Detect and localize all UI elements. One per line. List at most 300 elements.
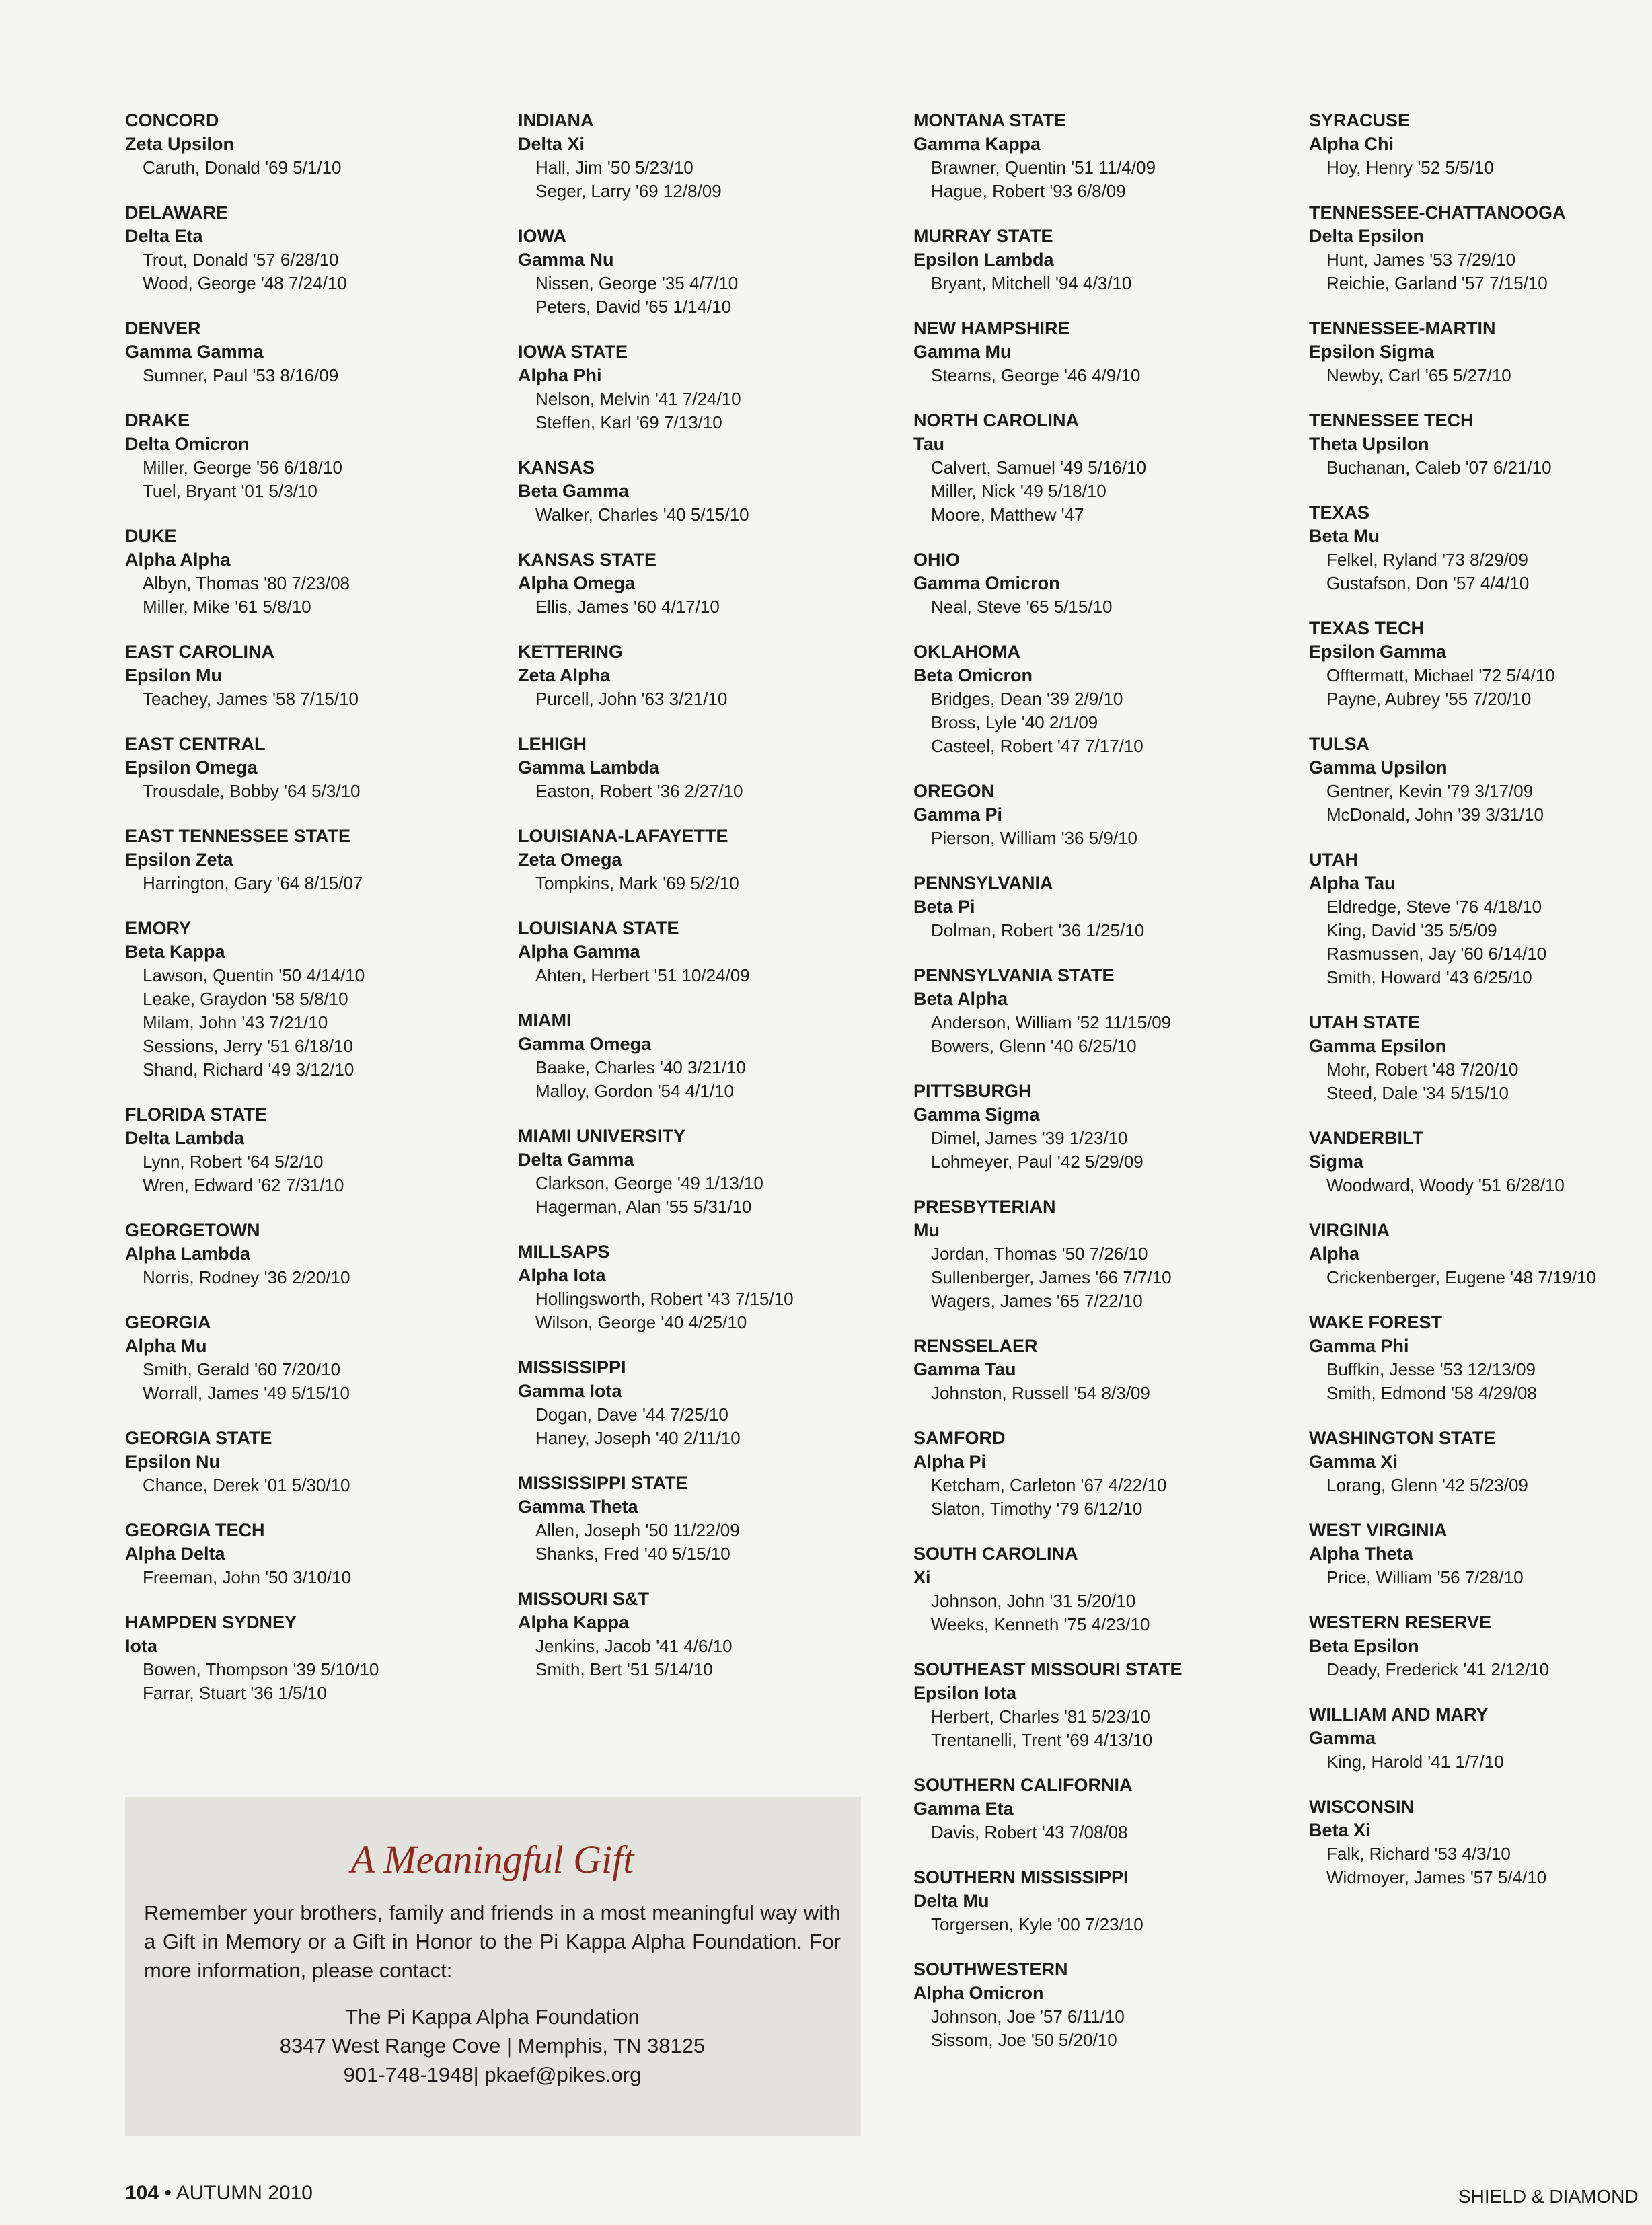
chapter-name: Alpha Gamma — [518, 942, 640, 962]
chapter-entry — [1309, 201, 1652, 295]
member-entry: Johnston, Russell '54 8/3/09 — [931, 1383, 1150, 1403]
member-entry: Anderson, William '52 11/15/09 — [931, 1012, 1172, 1032]
chapter-name: Delta Lambda — [125, 1128, 245, 1148]
member-entry: Gentner, Kevin '79 3/17/09 — [1326, 781, 1534, 801]
member-entry: Bowers, Glenn '40 6/25/10 — [931, 1036, 1137, 1056]
school-name: SOUTHERN MISSISSIPPI — [913, 1867, 1129, 1887]
member-entry: Trousdale, Bobby '64 5/3/10 — [143, 781, 361, 801]
school-name: UTAH STATE — [1309, 1012, 1420, 1032]
foundation-contact: 901-748-1948| pkaef@pikes.org — [343, 2063, 642, 2086]
school-name: SOUTHERN CALIFORNIA — [913, 1775, 1133, 1795]
footer-separator: • — [159, 2182, 176, 2204]
school-name: LEHIGH — [518, 734, 587, 754]
school-name: GEORGIA STATE — [125, 1428, 272, 1448]
chapter-name: Gamma Xi — [1309, 1451, 1398, 1472]
chapter-entry — [1309, 109, 1652, 180]
school-name: EAST CENTRAL — [125, 734, 266, 754]
chapter-name: Epsilon Mu — [125, 665, 222, 685]
member-entry: Smith, Edmond '58 4/29/08 — [1326, 1383, 1537, 1403]
chapter-entry — [518, 225, 895, 319]
member-entry: Wood, George '48 7/24/10 — [143, 273, 347, 293]
chapter-entry — [913, 780, 1290, 850]
chapter-entry — [518, 1472, 895, 1566]
chapter-entry — [1309, 848, 1652, 989]
chapter-entry — [913, 1080, 1290, 1174]
chapter-entry — [125, 1519, 502, 1589]
chapter-name: Epsilon Gamma — [1309, 642, 1447, 662]
chapter-name: Beta Kappa — [125, 942, 225, 962]
chapter-entry — [913, 548, 1290, 619]
chapter-name: Zeta Alpha — [518, 665, 611, 685]
school-name: RENSSELAER — [913, 1336, 1038, 1356]
member-entry: Shand, Richard '49 3/12/10 — [143, 1059, 354, 1080]
school-name: EMORY — [125, 918, 192, 938]
chapter-name: Tau — [913, 434, 944, 454]
school-name: LOUISIANA-LAFAYETTE — [518, 826, 728, 846]
footer-page-info — [125, 2182, 313, 2205]
column-4 — [1309, 109, 1652, 1911]
chapter-name: Delta Omicron — [125, 434, 250, 454]
chapter-entry — [125, 1611, 502, 1705]
member-entry: Chance, Derek '01 5/30/10 — [143, 1475, 350, 1495]
school-name: MIAMI UNIVERSITY — [518, 1126, 686, 1146]
member-entry: Neal, Steve '65 5/15/10 — [931, 597, 1113, 617]
school-name: KANSAS STATE — [518, 550, 657, 570]
chapter-name: Epsilon Lambda — [913, 250, 1054, 270]
member-entry: Weeks, Kenneth '75 4/23/10 — [931, 1614, 1150, 1634]
member-entry: Allen, Joseph '50 11/22/09 — [535, 1520, 740, 1540]
member-entry: Dimel, James '39 1/23/10 — [931, 1128, 1128, 1148]
school-name: SAMFORD — [913, 1428, 1006, 1448]
school-name: TULSA — [1309, 734, 1369, 754]
chapter-name: Gamma Kappa — [913, 134, 1041, 154]
member-entry: Sissom, Joe '50 5/20/10 — [931, 2030, 1117, 2050]
school-name: MIAMI — [518, 1010, 572, 1030]
school-name: GEORGIA — [125, 1312, 211, 1332]
member-entry: Offtermatt, Michael '72 5/4/10 — [1326, 665, 1555, 685]
chapter-name: Epsilon Nu — [125, 1451, 220, 1472]
school-name: NORTH CAROLINA — [913, 410, 1079, 430]
school-name: SYRACUSE — [1309, 110, 1411, 130]
foundation-name: The Pi Kappa Alpha Foundation — [345, 2005, 640, 2029]
member-entry: Rasmussen, Jay '60 6/14/10 — [1326, 944, 1547, 964]
chapter-name: Alpha Alpha — [125, 550, 231, 570]
member-entry: Bross, Lyle '40 2/1/09 — [931, 712, 1098, 732]
chapter-entry — [913, 964, 1290, 1058]
member-entry: Trout, Donald '57 6/28/10 — [143, 250, 339, 270]
member-entry: Lohmeyer, Paul '42 5/29/09 — [931, 1152, 1143, 1172]
chapter-entry — [125, 640, 502, 711]
foundation-address: 8347 West Range Cove | Memphis, TN 38125 — [279, 2034, 706, 2058]
column-1 — [125, 109, 502, 1727]
chapter-entry — [913, 640, 1290, 758]
chapter-entry — [1309, 409, 1652, 480]
member-entry: Mohr, Robert '48 7/20/10 — [1326, 1059, 1519, 1080]
chapter-entry — [125, 1311, 502, 1405]
chapter-name: Beta Alpha — [913, 989, 1008, 1009]
chapter-entry — [518, 1240, 895, 1334]
member-entry: Hoy, Henry '52 5/5/10 — [1326, 157, 1494, 178]
chapter-name: Mu — [913, 1220, 940, 1240]
member-entry: Smith, Bert '51 5/14/10 — [535, 1659, 713, 1680]
member-entry: Seger, Larry '69 12/8/09 — [535, 181, 722, 201]
chapter-entry — [125, 825, 502, 895]
member-entry: Teachey, James '58 7/15/10 — [143, 689, 359, 709]
school-name: UTAH — [1309, 850, 1358, 870]
chapter-entry — [1309, 317, 1652, 387]
chapter-name: Zeta Omega — [518, 850, 622, 870]
member-entry: Deady, Frederick '41 2/12/10 — [1326, 1659, 1550, 1680]
member-entry: Buffkin, Jesse '53 12/13/09 — [1326, 1359, 1536, 1380]
chapter-name: Gamma Gamma — [125, 342, 264, 362]
member-entry: Hall, Jim '50 5/23/10 — [535, 157, 693, 178]
chapter-entry — [1309, 1311, 1652, 1405]
chapter-entry — [913, 317, 1290, 387]
member-entry: Miller, Mike '61 5/8/10 — [143, 597, 311, 617]
chapter-name: Alpha Theta — [1309, 1544, 1413, 1564]
chapter-name: Delta Xi — [518, 134, 585, 154]
chapter-name: Delta Mu — [913, 1891, 989, 1911]
member-entry: Miller, Nick '49 5/18/10 — [931, 481, 1106, 501]
school-name: FLORIDA STATE — [125, 1104, 267, 1125]
school-name: SOUTHEAST MISSOURI STATE — [913, 1659, 1182, 1680]
member-entry: Stearns, George '46 4/9/10 — [931, 365, 1141, 385]
member-entry: Eldredge, Steve '76 4/18/10 — [1326, 897, 1542, 917]
chapter-name: Alpha — [1309, 1244, 1360, 1264]
chapter-entry — [125, 109, 502, 180]
chapter-entry — [913, 1334, 1290, 1405]
chapter-name: Epsilon Zeta — [125, 850, 233, 870]
school-name: WAKE FOREST — [1309, 1312, 1443, 1332]
school-name: TENNESSEE-MARTIN — [1309, 318, 1496, 338]
school-name: PRESBYTERIAN — [913, 1197, 1056, 1217]
member-entry: Johnson, John '31 5/20/10 — [931, 1591, 1136, 1611]
member-entry: Johnson, Joe '57 6/11/10 — [931, 2006, 1125, 2027]
chapter-entry — [125, 409, 502, 503]
chapter-entry — [125, 732, 502, 803]
chapter-name: Gamma Sigma — [913, 1104, 1040, 1125]
chapter-entry — [1309, 1011, 1652, 1105]
chapter-entry — [913, 109, 1290, 203]
chapter-entry — [1309, 1427, 1652, 1497]
member-entry: Widmoyer, James '57 5/4/10 — [1326, 1867, 1547, 1887]
school-name: TEXAS TECH — [1309, 618, 1425, 638]
school-name: PENNSYLVANIA STATE — [913, 965, 1115, 985]
member-entry: Jenkins, Jacob '41 4/6/10 — [535, 1636, 733, 1656]
school-name: NEW HAMPSHIRE — [913, 318, 1070, 338]
gift-body: Remember your brothers, family and friends in a most meaningful way with a Gift in Memory or a Gift in Honor to the Pi Kappa Alpha Foundation. For more information, please contact: — [144, 1901, 841, 1982]
member-entry: Albyn, Thomas '80 7/23/08 — [143, 573, 350, 593]
member-entry: Smith, Gerald '60 7/20/10 — [143, 1359, 341, 1380]
member-entry: Davis, Robert '43 7/08/08 — [931, 1822, 1128, 1842]
chapter-name: Gamma Eta — [913, 1799, 1014, 1819]
chapter-name: Alpha Mu — [125, 1336, 207, 1356]
member-entry: Farrar, Stuart '36 1/5/10 — [143, 1683, 327, 1703]
gift-title: A Meaningful Gift — [350, 1838, 634, 1881]
chapter-name: Gamma Omega — [518, 1034, 652, 1054]
school-name: IOWA — [518, 226, 566, 246]
member-entry: Bowen, Thompson '39 5/10/10 — [143, 1659, 379, 1680]
member-entry: Wren, Edward '62 7/31/10 — [143, 1175, 344, 1195]
chapter-name: Alpha Pi — [913, 1451, 987, 1472]
chapter-name: Beta Omicron — [913, 665, 1033, 685]
chapter-entry — [518, 640, 895, 711]
member-entry: Reichie, Garland '57 7/15/10 — [1326, 273, 1548, 293]
member-entry: Smith, Howard '43 6/25/10 — [1326, 967, 1532, 987]
school-name: TENNESSEE TECH — [1309, 410, 1474, 430]
chapter-entry — [913, 1958, 1290, 2052]
chapter-name: Epsilon Sigma — [1309, 342, 1435, 362]
school-name: MILLSAPS — [518, 1242, 610, 1262]
member-entry: Harrington, Gary '64 8/15/07 — [143, 873, 363, 893]
member-entry: Felkel, Ryland '73 8/29/09 — [1326, 550, 1528, 570]
member-entry: Purcell, John '63 3/21/10 — [535, 689, 728, 709]
chapter-entry — [1309, 1795, 1652, 1889]
chapter-entry — [518, 109, 895, 203]
chapter-entry — [913, 409, 1290, 527]
member-entry: Lorang, Glenn '42 5/23/09 — [1326, 1475, 1528, 1495]
school-name: KETTERING — [518, 642, 624, 662]
chapter-name: Gamma — [1309, 1728, 1376, 1748]
school-name: DENVER — [125, 318, 201, 338]
school-name: GEORGETOWN — [125, 1220, 260, 1240]
chapter-name: Alpha Iota — [518, 1265, 606, 1285]
chapter-name: Gamma Nu — [518, 250, 614, 270]
chapter-entry — [518, 1587, 895, 1682]
member-entry: Tuel, Bryant '01 5/3/10 — [143, 481, 317, 501]
chapter-entry — [125, 201, 502, 295]
member-entry: Moore, Matthew '47 — [931, 504, 1084, 525]
chapter-entry — [518, 732, 895, 803]
chapter-name: Alpha Omicron — [913, 1983, 1044, 2003]
chapter-entry — [125, 317, 502, 387]
chapter-entry — [125, 525, 502, 619]
school-name: DRAKE — [125, 410, 190, 430]
member-entry: Leake, Graydon '58 5/8/10 — [143, 989, 348, 1009]
member-entry: Ahten, Herbert '51 10/24/09 — [535, 965, 750, 985]
chapter-entry — [913, 1427, 1290, 1521]
school-name: DELAWARE — [125, 202, 229, 223]
member-entry: Milam, John '43 7/21/10 — [143, 1012, 328, 1032]
member-entry: McDonald, John '39 3/31/10 — [1326, 804, 1544, 825]
chapter-entry — [913, 1658, 1290, 1752]
page-number: 104 — [125, 2182, 159, 2204]
member-entry: Falk, Richard '53 4/3/10 — [1326, 1844, 1511, 1864]
member-entry: Hunt, James '53 7/29/10 — [1326, 250, 1516, 270]
school-name: WASHINGTON STATE — [1309, 1428, 1496, 1448]
chapter-name: Epsilon Omega — [125, 757, 258, 778]
chapter-entry — [518, 1009, 895, 1103]
school-name: WEST VIRGINIA — [1309, 1520, 1448, 1540]
school-name: GEORGIA TECH — [125, 1520, 265, 1540]
member-entry: Baake, Charles '40 3/21/10 — [535, 1057, 746, 1078]
member-entry: Torgersen, Kyle '00 7/23/10 — [931, 1914, 1143, 1934]
member-entry: Ketcham, Carleton '67 4/22/10 — [931, 1475, 1167, 1495]
chapter-name: Alpha Kappa — [518, 1612, 630, 1632]
member-entry: Ellis, James '60 4/17/10 — [535, 597, 720, 617]
chapter-entry — [125, 1219, 502, 1289]
member-entry: Easton, Robert '36 2/27/10 — [535, 781, 743, 801]
school-name: MISSISSIPPI — [518, 1357, 626, 1378]
school-name: SOUTHWESTERN — [913, 1959, 1068, 1979]
school-name: MISSISSIPPI STATE — [518, 1473, 688, 1493]
chapter-entry — [518, 340, 895, 435]
member-entry: Newby, Carl '65 5/27/10 — [1326, 365, 1511, 385]
chapter-name: Epsilon Iota — [913, 1683, 1017, 1703]
school-name: SOUTH CAROLINA — [913, 1544, 1078, 1564]
chapter-name: Gamma Omicron — [913, 573, 1060, 593]
chapter-entry — [125, 917, 502, 1082]
meaningful-gift-box — [125, 1797, 861, 2136]
chapter-name: Gamma Upsilon — [1309, 757, 1448, 778]
school-name: MONTANA STATE — [913, 110, 1066, 130]
member-entry: Dolman, Robert '36 1/25/10 — [931, 920, 1145, 940]
chapter-name: Theta Upsilon — [1309, 434, 1429, 454]
chapter-name: Delta Gamma — [518, 1149, 634, 1170]
chapter-name: Iota — [125, 1636, 158, 1656]
school-name: VANDERBILT — [1309, 1128, 1423, 1148]
member-entry: Dogan, Dave '44 7/25/10 — [535, 1404, 728, 1425]
chapter-name: Zeta Upsilon — [125, 134, 235, 154]
school-name: OKLAHOMA — [913, 642, 1020, 662]
school-name: WILLIAM AND MARY — [1309, 1704, 1489, 1725]
school-name: OHIO — [913, 550, 961, 570]
chapter-name: Gamma Phi — [1309, 1336, 1409, 1356]
school-name: WESTERN RESERVE — [1309, 1612, 1492, 1632]
member-entry: King, Harold '41 1/7/10 — [1326, 1751, 1504, 1772]
member-entry: Freeman, John '50 3/10/10 — [143, 1567, 351, 1587]
chapter-name: Alpha Lambda — [125, 1244, 251, 1264]
chapter-entry — [913, 225, 1290, 295]
member-entry: Brawner, Quentin '51 11/4/09 — [931, 157, 1156, 178]
school-name: VIRGINIA — [1309, 1220, 1390, 1240]
chapter-entry — [1309, 732, 1652, 827]
chapter-name: Beta Mu — [1309, 526, 1380, 546]
chapter-entry — [518, 1125, 895, 1219]
member-entry: Payne, Aubrey '55 7/20/10 — [1326, 689, 1532, 709]
chapter-entry — [518, 456, 895, 527]
member-entry: Buchanan, Caleb '07 6/21/10 — [1326, 457, 1552, 478]
member-entry: Bridges, Dean '39 2/9/10 — [931, 689, 1123, 709]
member-entry: Shanks, Fred '40 5/15/10 — [535, 1544, 730, 1564]
chapter-name: Beta Epsilon — [1309, 1636, 1419, 1656]
chapter-name: Sigma — [1309, 1152, 1364, 1172]
gift-contact-block — [144, 2002, 841, 2089]
member-entry: Herbert, Charles '81 5/23/10 — [931, 1706, 1150, 1727]
chapter-entry — [125, 1427, 502, 1497]
chapter-entry — [518, 1356, 895, 1450]
chapter-name: Alpha Phi — [518, 365, 602, 385]
member-entry: Tompkins, Mark '69 5/2/10 — [535, 873, 739, 893]
school-name: PITTSBURGH — [913, 1081, 1032, 1101]
member-entry: Sullenberger, James '66 7/7/10 — [931, 1267, 1172, 1287]
school-name: OREGON — [913, 781, 995, 801]
chapter-name: Beta Gamma — [518, 481, 630, 501]
chapter-entry — [518, 917, 895, 987]
chapter-name: Beta Xi — [1309, 1820, 1371, 1840]
chapter-entry — [913, 1195, 1290, 1313]
member-entry: Hague, Robert '93 6/8/09 — [931, 181, 1126, 201]
chapter-name: Xi — [913, 1567, 931, 1587]
member-entry: Casteel, Robert '47 7/17/10 — [931, 736, 1143, 756]
school-name: MURRAY STATE — [913, 226, 1053, 246]
chapter-entry — [1309, 1127, 1652, 1197]
chapter-entry — [518, 825, 895, 895]
chapter-name: Alpha Chi — [1309, 134, 1394, 154]
member-entry: Steed, Dale '34 5/15/10 — [1326, 1083, 1509, 1103]
chapter-entry — [913, 1774, 1290, 1844]
school-name: LOUISIANA STATE — [518, 918, 679, 938]
chapter-entry — [1309, 1219, 1652, 1289]
chapter-name: Gamma Epsilon — [1309, 1036, 1447, 1056]
chapter-name: Alpha Tau — [1309, 873, 1396, 893]
chapter-entry — [125, 1103, 502, 1197]
member-entry: Steffen, Karl '69 7/13/10 — [535, 412, 722, 432]
chapter-entry — [913, 872, 1290, 942]
school-name: INDIANA — [518, 110, 594, 130]
school-name: WISCONSIN — [1309, 1797, 1415, 1817]
school-name: IOWA STATE — [518, 342, 628, 362]
chapter-entry — [1309, 1611, 1652, 1682]
member-entry: Hollingsworth, Robert '43 7/15/10 — [535, 1289, 794, 1309]
chapter-name: Gamma Mu — [913, 342, 1012, 362]
member-entry: Sumner, Paul '53 8/16/09 — [143, 365, 339, 385]
chapter-name: Gamma Tau — [913, 1359, 1016, 1380]
member-entry: Slaton, Timothy '79 6/12/10 — [931, 1499, 1143, 1519]
member-entry: Price, William '56 7/28/10 — [1326, 1567, 1524, 1587]
school-name: HAMPDEN SYDNEY — [125, 1612, 297, 1632]
member-entry: Jordan, Thomas '50 7/26/10 — [931, 1244, 1148, 1264]
column-2 — [518, 109, 895, 1703]
school-name: PENNSYLVANIA — [913, 873, 1053, 893]
member-entry: Nissen, George '35 4/7/10 — [535, 273, 739, 293]
school-name: EAST TENNESSEE STATE — [125, 826, 351, 846]
member-entry: Calvert, Samuel '49 5/16/10 — [931, 457, 1147, 478]
member-entry: Hagerman, Alan '55 5/31/10 — [535, 1197, 752, 1217]
member-entry: King, David '35 5/5/09 — [1326, 920, 1497, 940]
member-entry: Lynn, Robert '64 5/2/10 — [143, 1152, 324, 1172]
member-entry: Nelson, Melvin '41 7/24/10 — [535, 389, 741, 409]
member-entry: Peters, David '65 1/14/10 — [535, 297, 732, 317]
member-entry: Clarkson, George '49 1/13/10 — [535, 1173, 763, 1193]
school-name: TENNESSEE-CHATTANOOGA — [1309, 202, 1566, 223]
school-name: DUKE — [125, 526, 177, 546]
member-entry: Gustafson, Don '57 4/4/10 — [1326, 573, 1530, 593]
school-name: KANSAS — [518, 457, 595, 478]
school-name: TEXAS — [1309, 502, 1370, 523]
member-entry: Miller, George '56 6/18/10 — [143, 457, 342, 478]
member-entry: Lawson, Quentin '50 4/14/10 — [143, 965, 365, 985]
chapter-name: Gamma Theta — [518, 1497, 638, 1517]
chapter-entry — [1309, 1703, 1652, 1774]
member-entry: Woodward, Woody '51 6/28/10 — [1326, 1175, 1565, 1195]
member-entry: Worrall, James '49 5/15/10 — [143, 1383, 350, 1403]
member-entry: Wilson, George '40 4/25/10 — [535, 1312, 747, 1332]
chapter-name: Gamma Iota — [518, 1381, 622, 1401]
member-entry: Bryant, Mitchell '94 4/3/10 — [931, 273, 1132, 293]
chapter-entry — [1309, 501, 1652, 595]
column-3 — [913, 109, 1290, 2074]
member-entry: Norris, Rodney '36 2/20/10 — [143, 1267, 350, 1287]
chapter-entry — [1309, 1519, 1652, 1589]
member-entry: Crickenberger, Eugene '48 7/19/10 — [1326, 1267, 1597, 1287]
school-name: CONCORD — [125, 110, 219, 130]
chapter-name: Gamma Pi — [913, 804, 1003, 825]
member-entry: Walker, Charles '40 5/15/10 — [535, 504, 749, 525]
chapter-name: Gamma Lambda — [518, 757, 660, 778]
member-entry: Malloy, Gordon '54 4/1/10 — [535, 1081, 734, 1101]
chapter-entry — [518, 548, 895, 619]
